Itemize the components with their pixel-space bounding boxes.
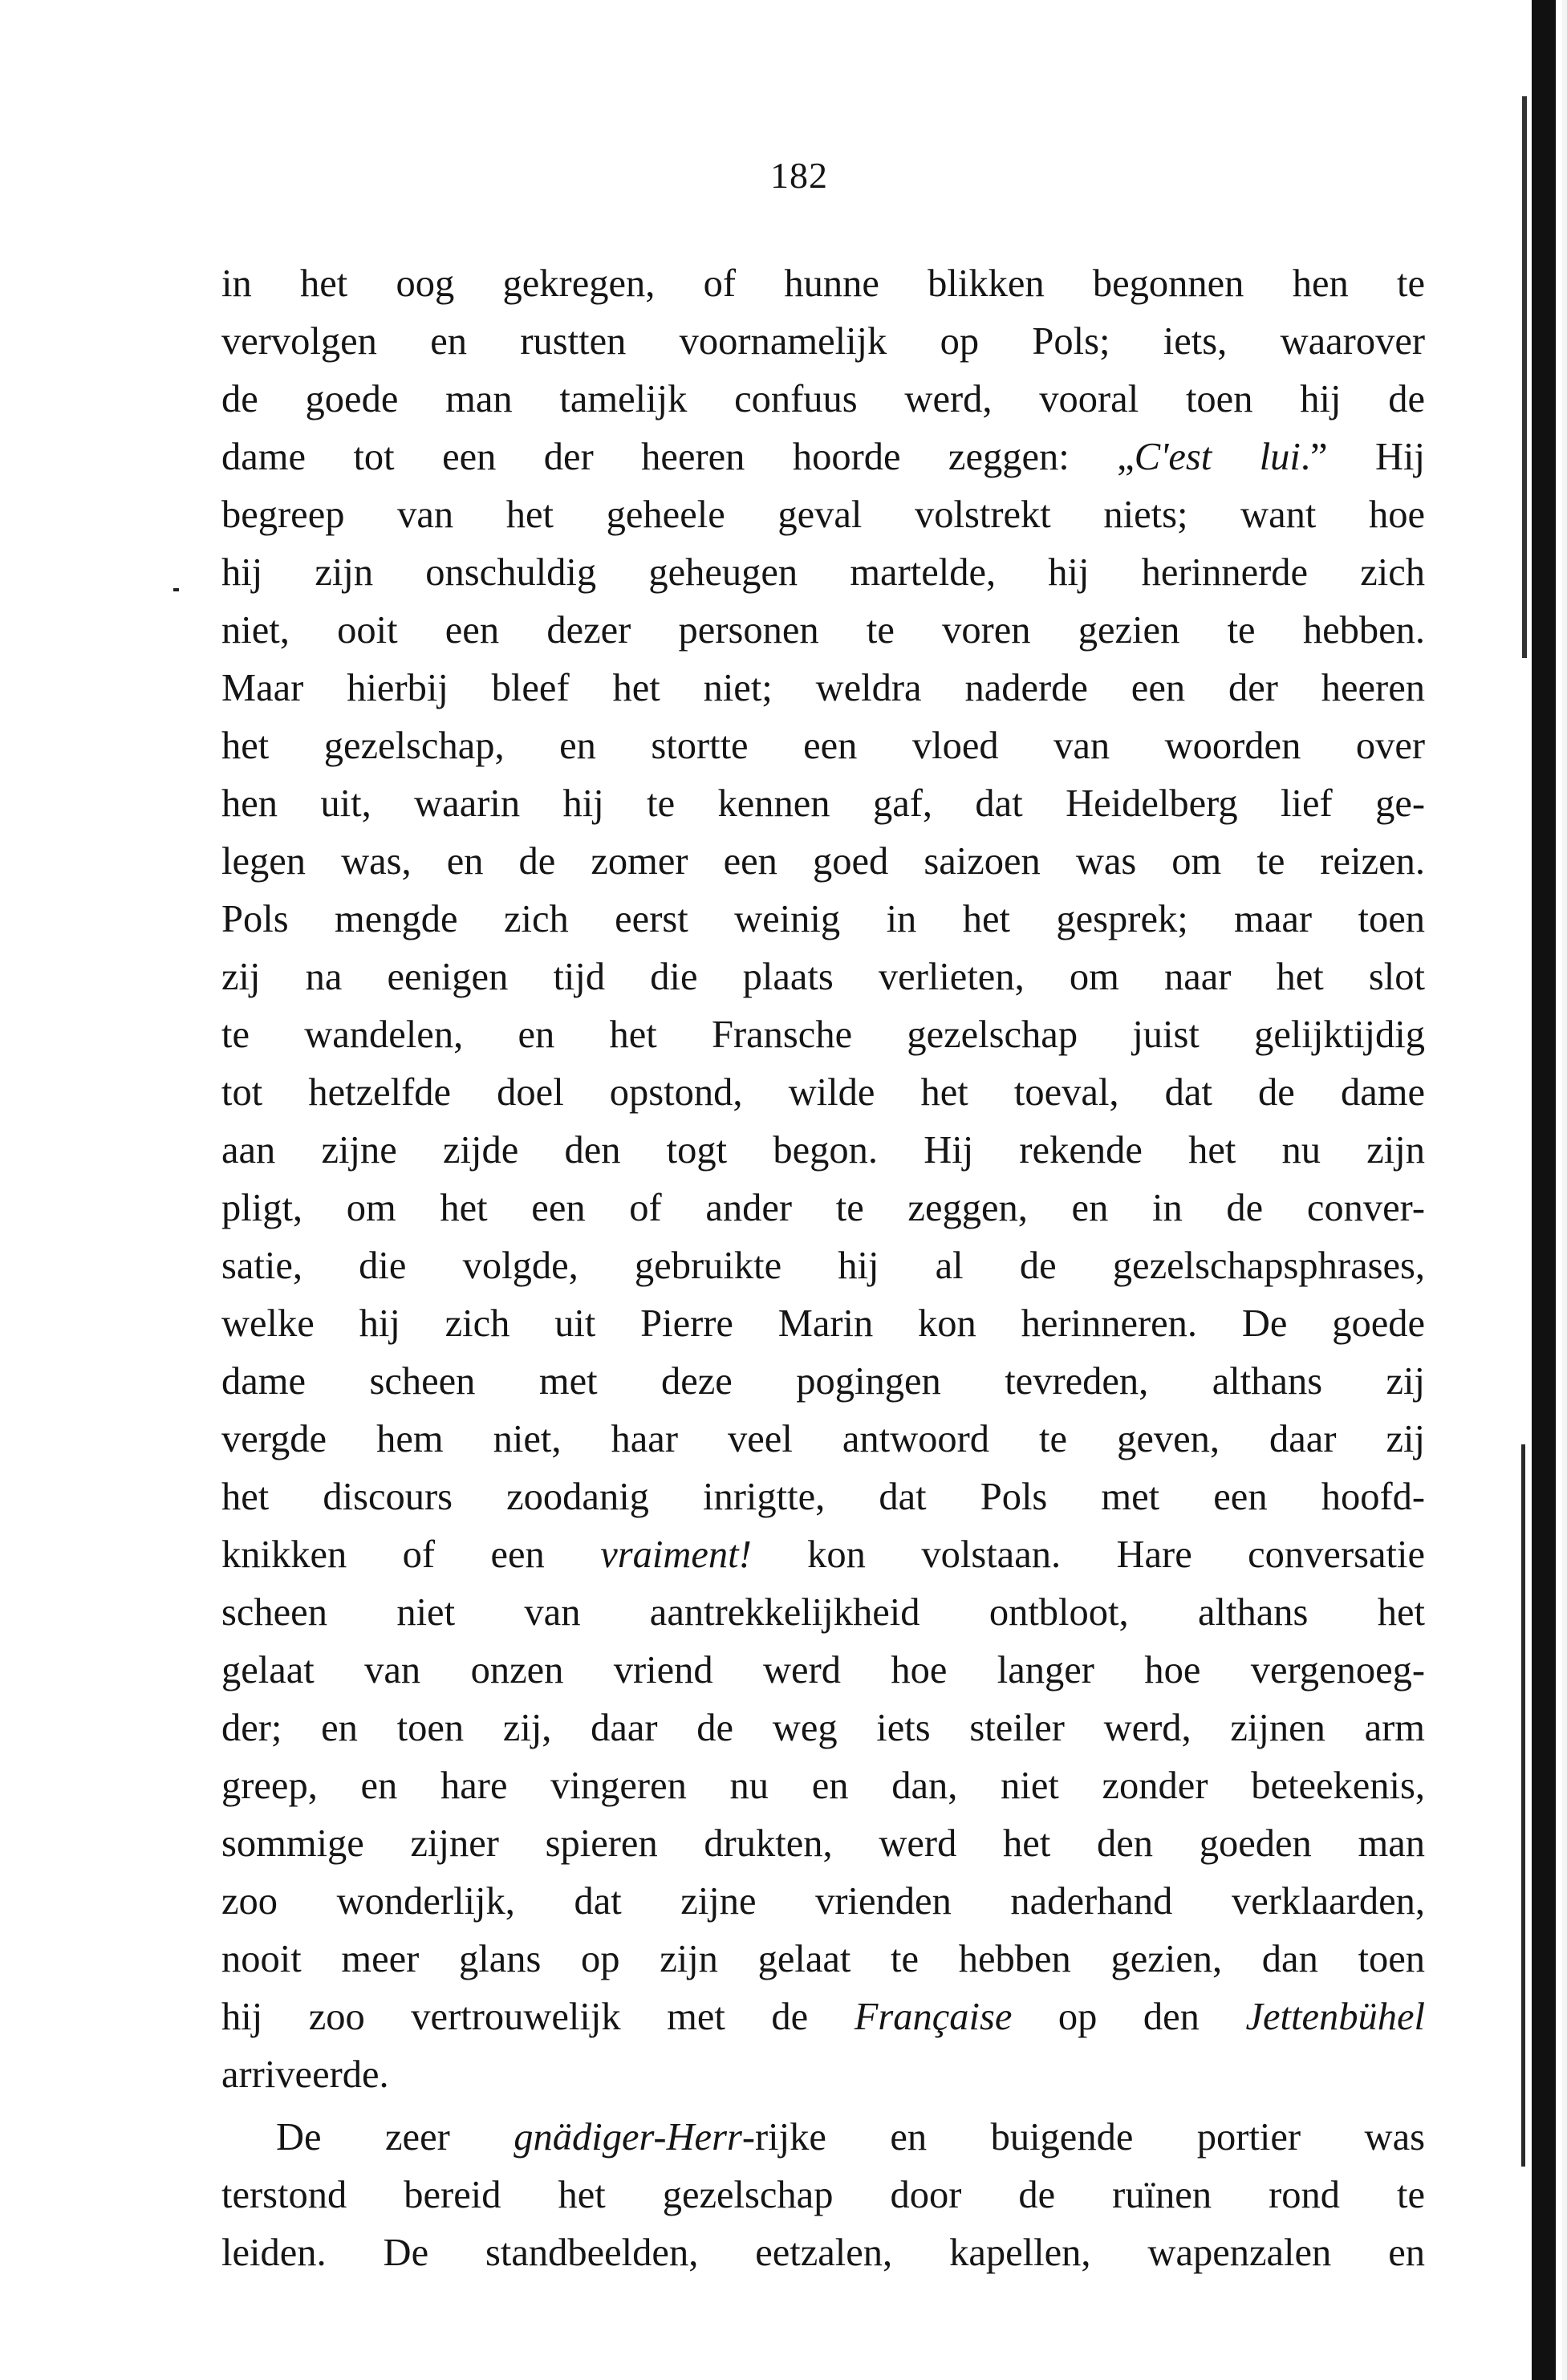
text-line — [221, 1815, 1425, 1873]
text-run: .” Hij — [1300, 436, 1425, 478]
text-run: dame scheen met deze pogingen tevreden, althans zij — [221, 1360, 1425, 1403]
text-run: -rijke en buigende portier was — [741, 2116, 1425, 2159]
text-run: te wandelen, en het Fransche gezelschap juist gelijktijdig — [221, 1013, 1425, 1056]
text-run: hij zoo vertrouwelijk met de — [221, 1996, 855, 2038]
text-run: der; en toen zij, daar de weg iets steiler werd, zijnen arm — [221, 1707, 1425, 1749]
italic-phrase: vraiment! — [600, 1533, 752, 1576]
text-run: hen uit, waarin hij te kennen gaf, dat Heidelberg lief ge- — [221, 782, 1425, 825]
text-line — [221, 1642, 1425, 1700]
text-line — [221, 1180, 1425, 1237]
text-line — [221, 1468, 1425, 1526]
italic-phrase: gnädiger-Herr — [514, 2116, 742, 2159]
text-run: sommige zijner spieren drukten, werd het den goeden man — [221, 1822, 1425, 1865]
text-run: terstond bereid het gezelschap door de ruïnen rond te — [221, 2174, 1425, 2216]
text-run: knikken of een — [221, 1533, 601, 1576]
text-line — [221, 544, 1425, 602]
text-run: zij na eenigen tijd die plaats verlieten, om naar het slot — [221, 956, 1425, 998]
text-line — [221, 1411, 1425, 1468]
text-run: niet, ooit een dezer personen te voren gezien te hebben. — [221, 609, 1425, 652]
text-run: scheen niet van aantrekkelijkheid ontbloot, althans het — [221, 1591, 1425, 1634]
text-line — [221, 891, 1425, 948]
text-line — [221, 255, 1425, 313]
text-line — [221, 717, 1425, 775]
text-line — [221, 1526, 1425, 1584]
text-run: Pols mengde zich eerst weinig in het gesprek; maar toen — [221, 898, 1425, 940]
text-line — [221, 313, 1425, 371]
text-run: begreep van het geheele geval volstrekt niets; want hoe — [221, 493, 1425, 536]
text-line — [221, 1988, 1425, 2046]
text-run: aan zijne zijde den togt begon. Hij rekende het nu zijn — [221, 1129, 1425, 1172]
binding-edge-highlight — [1562, 0, 1567, 2380]
text-line — [221, 1353, 1425, 1411]
stray-ink-mark — [173, 588, 179, 591]
italic-phrase: Française — [854, 1996, 1013, 2038]
text-line — [221, 1122, 1425, 1180]
text-line — [221, 2167, 1425, 2224]
text-line — [221, 1873, 1425, 1931]
text-line — [221, 486, 1425, 544]
text-line — [221, 1931, 1425, 1988]
text-run: pligt, om het een of ander te zeggen, en in de conver- — [221, 1187, 1425, 1229]
binding-shadow — [1522, 96, 1527, 658]
text-run: welke hij zich uit Pierre Marin kon herinneren. De goede — [221, 1302, 1425, 1345]
italic-phrase: Jettenbühel — [1245, 1996, 1426, 2038]
text-run: het gezelschap, en stortte een vloed van woorden over — [221, 725, 1425, 767]
text-run: op den — [1012, 1996, 1246, 2038]
text-run: de goede man tamelijk confuus werd, vooral toen hij de — [221, 378, 1425, 420]
text-run: vergde hem niet, haar veel antwoord te geven, daar zij — [221, 1418, 1425, 1460]
text-run: arriveerde. — [221, 2053, 389, 2096]
binding-shadow — [1521, 1444, 1525, 2167]
text-run: het discours zoodanig inrigtte, dat Pols met een hoofd- — [221, 1476, 1425, 1518]
scan-binding-edge — [1493, 0, 1567, 2380]
text-run: hij zijn onschuldig geheugen martelde, hij herinnerde zich — [221, 551, 1425, 594]
text-line — [221, 1006, 1425, 1064]
text-line — [221, 2109, 1425, 2167]
text-line — [221, 833, 1425, 891]
binding-shadow — [1532, 0, 1556, 2380]
text-line — [221, 1700, 1425, 1757]
text-line — [221, 1295, 1425, 1353]
text-run: Maar hierbij bleef het niet; weldra naderde een der heeren — [221, 667, 1425, 709]
text-line — [221, 948, 1425, 1006]
text-line — [221, 602, 1425, 660]
text-line — [221, 1064, 1425, 1122]
text-line — [221, 2224, 1425, 2282]
text-run: nooit meer glans op zijn gelaat te hebben gezien, dan toen — [221, 1938, 1425, 1980]
text-line — [221, 2046, 1425, 2104]
text-run: legen was, en de zomer een goed saizoen was om te reizen. — [221, 840, 1425, 883]
text-run: satie, die volgde, gebruikte hij al de gezelschapsphrases, — [221, 1245, 1425, 1287]
text-run: leiden. De standbeelden, eetzalen, kapellen, wapenzalen en — [221, 2232, 1425, 2274]
text-line — [221, 1237, 1425, 1295]
text-line — [221, 775, 1425, 833]
text-run: vervolgen en rustten voornamelijk op Pols; iets, waarover — [221, 320, 1425, 363]
text-line — [221, 1584, 1425, 1642]
text-run: zoo wonderlijk, dat zijne vrienden naderhand verklaarden, — [221, 1880, 1425, 1923]
text-run: gelaat van onzen vriend werd hoe langer hoe vergenoeg- — [221, 1649, 1425, 1692]
italic-phrase: C'est lui — [1134, 436, 1301, 478]
text-run: kon volstaan. Hare conversatie — [751, 1533, 1425, 1576]
text-line — [221, 371, 1425, 428]
body-text — [221, 255, 1425, 2282]
page-number: 182 — [770, 155, 828, 196]
text-line — [221, 660, 1425, 717]
text-run: tot hetzelfde doel opstond, wilde het toeval, dat de dame — [221, 1071, 1425, 1114]
text-run: De zeer — [276, 2116, 514, 2159]
text-run: dame tot een der heeren hoorde zeggen: „ — [221, 436, 1135, 478]
text-run: in het oog gekregen, of hunne blikken begonnen hen te — [221, 262, 1425, 305]
text-run: greep, en hare vingeren nu en dan, niet zonder beteekenis, — [221, 1765, 1425, 1807]
text-line — [221, 1757, 1425, 1815]
text-line — [221, 428, 1425, 486]
